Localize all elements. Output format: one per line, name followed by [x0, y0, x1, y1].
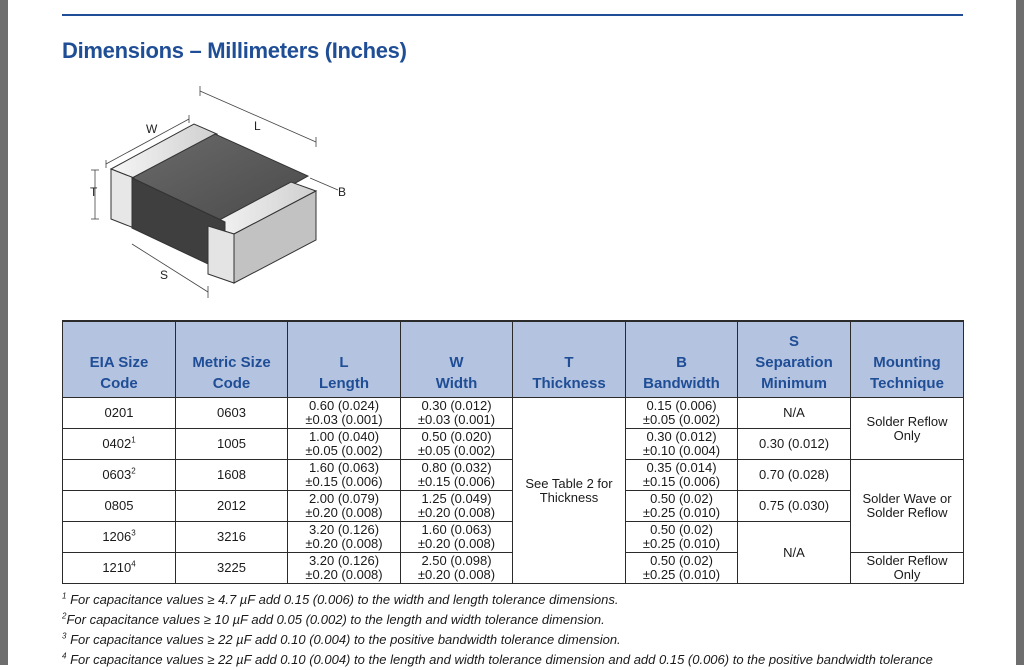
cell-separation: 0.30 (0.012) — [738, 429, 851, 460]
cell-metric: 1608 — [176, 460, 288, 491]
dim-label-w: W — [146, 122, 158, 136]
cell-mounting: Solder Reflow Only — [851, 553, 964, 584]
cell-bandwidth: 0.50 (0.02) ±0.25 (0.010) — [626, 491, 738, 522]
cell-thickness: See Table 2 for Thickness — [513, 398, 626, 584]
cell-length: 0.60 (0.024) ±0.03 (0.001) — [288, 398, 401, 429]
table-row — [63, 398, 964, 429]
cell-eia: 0201 — [63, 398, 176, 429]
dim-label-l: L — [254, 119, 261, 133]
cell-metric: 3216 — [176, 522, 288, 553]
footnotes — [62, 590, 1002, 670]
cell-eia: 0402$^1$ — [63, 429, 176, 460]
cell-width: 0.50 (0.020) ±0.05 (0.002) — [401, 429, 513, 460]
footnote: $^4$ For capacitance values ≥ 22 µF add 0.10 (0.004) to the length and width tolerance dimension and add 0.15 (0.006) to the positive bandwidth tolerance — [62, 651, 933, 667]
dim-label-s: S — [160, 268, 169, 282]
header-separation-minimum: S Separation Minimum — [738, 321, 851, 398]
cell-width: 0.80 (0.032) ±0.15 (0.006) — [401, 460, 513, 491]
cell-mounting: Solder Wave or Solder Reflow — [851, 460, 964, 553]
cell-separation: 0.75 (0.030) — [738, 491, 851, 522]
cell-width: 0.30 (0.012) ±0.03 (0.001) — [401, 398, 513, 429]
cell-eia: 1210$^4$ — [63, 553, 176, 584]
cell-width: 1.60 (0.063) ±0.20 (0.008) — [401, 522, 513, 553]
cell-separation: N/A — [738, 398, 851, 429]
footnote: $^3$ For capacitance values ≥ 22 µF add 0.10 (0.004) to the positive bandwidth tolerance dimension. — [62, 631, 621, 647]
cell-eia: 0805 — [63, 491, 176, 522]
footnote: $^2$For capacitance values ≥ 10 µF add 0.05 (0.002) to the length and width tolerance dimension. — [62, 611, 605, 627]
cell-bandwidth: 0.35 (0.014) ±0.15 (0.006) — [626, 460, 738, 491]
cell-length: 1.60 (0.063) ±0.15 (0.006) — [288, 460, 401, 491]
header-length: L Length — [288, 321, 401, 398]
cell-separation: N/A — [738, 522, 851, 584]
top-rule — [62, 14, 963, 16]
capacitor-diagram — [84, 86, 374, 306]
header-mounting-technique: Mounting Technique — [851, 321, 964, 398]
cell-metric: 0603 — [176, 398, 288, 429]
cell-separation: 0.70 (0.028) — [738, 460, 851, 491]
cell-length: 1.00 (0.040) ±0.05 (0.002) — [288, 429, 401, 460]
cell-metric: 2012 — [176, 491, 288, 522]
cell-metric: 3225 — [176, 553, 288, 584]
cell-width: 2.50 (0.098) ±0.20 (0.008) — [401, 553, 513, 584]
cell-length: 2.00 (0.079) ±0.20 (0.008) — [288, 491, 401, 522]
header-bandwidth: B Bandwidth — [626, 321, 738, 398]
cell-metric: 1005 — [176, 429, 288, 460]
cell-width: 1.25 (0.049) ±0.20 (0.008) — [401, 491, 513, 522]
dimensions-table — [62, 320, 964, 584]
cell-bandwidth: 0.50 (0.02) ±0.25 (0.010) — [626, 553, 738, 584]
header-eia-size-code: EIA Size Code — [63, 321, 176, 398]
cell-bandwidth: 0.50 (0.02) ±0.25 (0.010) — [626, 522, 738, 553]
header-thickness: T Thickness — [513, 321, 626, 398]
viewer-frame-right — [1016, 0, 1024, 665]
cell-bandwidth: 0.15 (0.006) ±0.05 (0.002) — [626, 398, 738, 429]
table-header-row — [63, 321, 964, 398]
cell-eia: 1206$^3$ — [63, 522, 176, 553]
dim-label-t: T — [90, 185, 98, 199]
footnote: $^1$ For capacitance values ≥ 4.7 µF add 0.15 (0.006) to the width and length tolerance dimensions. — [62, 591, 619, 607]
cell-length: 3.20 (0.126) ±0.20 (0.008) — [288, 553, 401, 584]
cell-eia: 0603$^2$ — [63, 460, 176, 491]
page-title: Dimensions – Millimeters (Inches) — [62, 38, 407, 63]
cell-mounting: Solder Reflow Only — [851, 398, 964, 460]
header-metric-size-code: Metric Size Code — [176, 321, 288, 398]
cell-length: 3.20 (0.126) ±0.20 (0.008) — [288, 522, 401, 553]
header-width: W Width — [401, 321, 513, 398]
viewer-frame-left — [0, 0, 8, 665]
dim-label-b: B — [338, 185, 347, 199]
cell-bandwidth: 0.30 (0.012) ±0.10 (0.004) — [626, 429, 738, 460]
